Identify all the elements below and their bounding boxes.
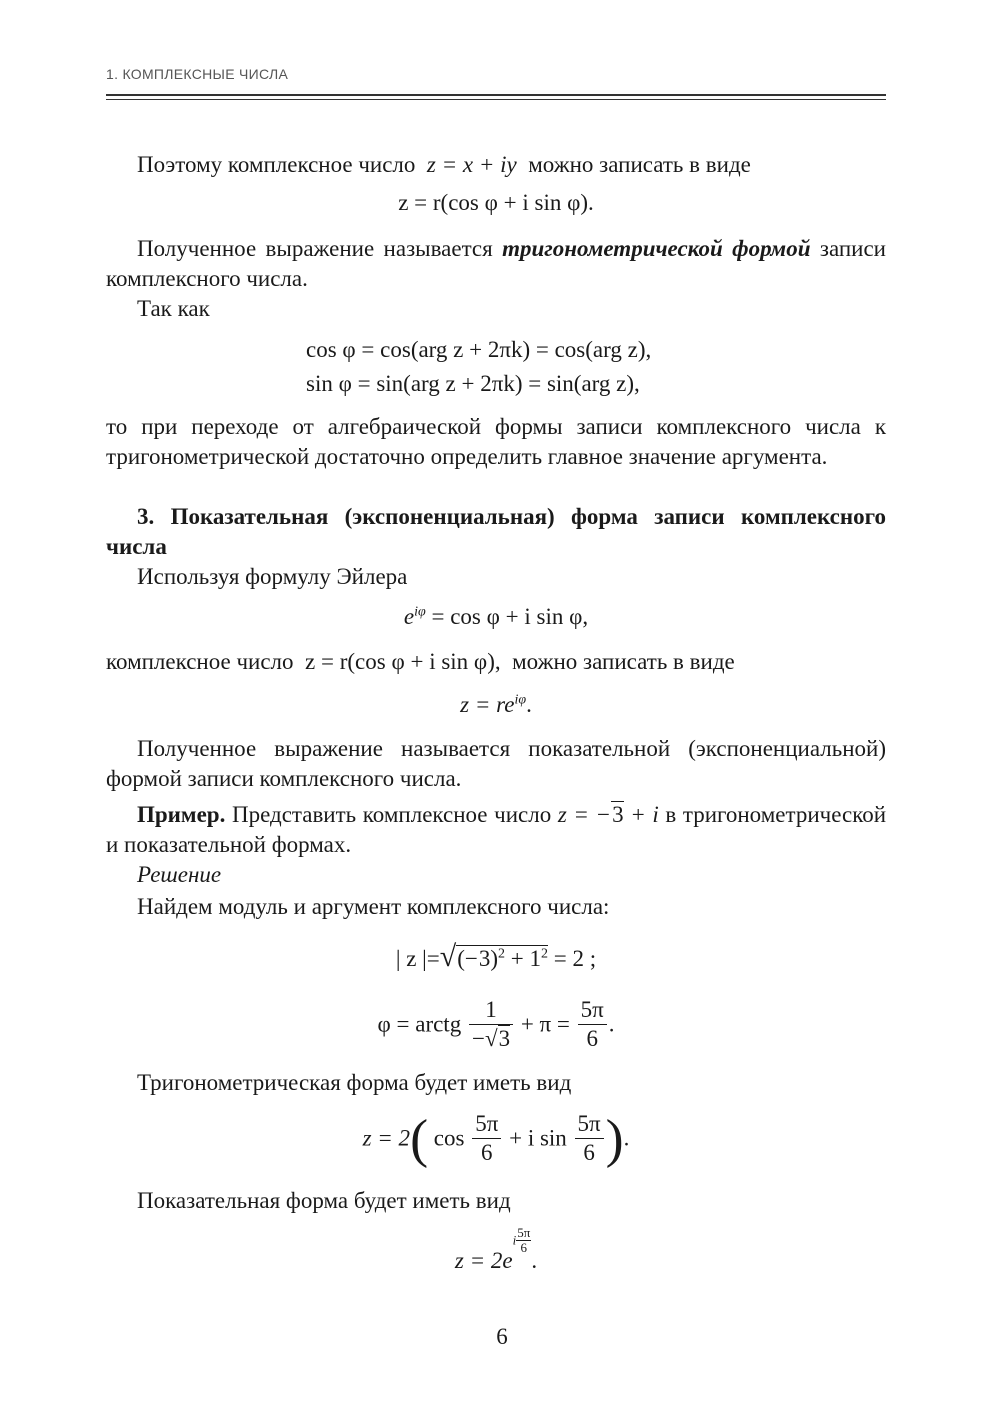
fraction-den-sqrt: 3 [498, 1026, 511, 1051]
exp-result-end: . [531, 1248, 538, 1273]
paragraph-5: Используя формулу Эйлера [137, 564, 408, 589]
fraction-6: 6 [586, 1026, 598, 1051]
exp-result-num: 5π [517, 1225, 531, 1240]
running-header: 1. КОМПЛЕКСНЫЕ ЧИСЛА [106, 66, 289, 82]
trig-result-cos: cos [433, 1125, 465, 1151]
trig-result-lhs: z = 2 [362, 1125, 411, 1151]
exp-result-i: i [512, 1232, 517, 1248]
modulus-exp2: 2 [541, 946, 549, 962]
paragraph-3: Так как [137, 296, 210, 321]
page-number: 6 [496, 1324, 508, 1349]
modulus-exp1: 2 [498, 946, 506, 962]
equation-exp-form [106, 692, 886, 718]
section-heading [106, 502, 886, 562]
header-rule-thick [106, 94, 886, 96]
left-paren: ( [410, 1108, 429, 1169]
equation-trig-result [106, 1110, 886, 1167]
section-number: 3. [137, 504, 155, 529]
euler-base: e [403, 604, 415, 629]
right-paren: ) [605, 1108, 624, 1169]
example-label: Пример. [137, 802, 226, 827]
trig-result-plus-isin: + i sin [509, 1125, 567, 1151]
paragraph-6-tail: можно записать в виде [512, 649, 735, 674]
euler-exponent: iφ [414, 604, 426, 620]
trig-frac1-den: 6 [481, 1140, 493, 1165]
trig-fraction-2 [575, 1110, 604, 1167]
fraction-den-minus: − [471, 1026, 485, 1051]
modulus-rad-pre: (− [457, 946, 478, 971]
paragraph-7: Полученное выражение называется показательной (экспоненциальной) формой записи комплексного числа. [106, 736, 886, 791]
exp-form-lhs: z = re [460, 692, 515, 717]
modulus-lhs: | z |= [395, 946, 440, 971]
example-sqrt: 3 [612, 802, 624, 827]
exp-form-exponent: iφ [514, 692, 527, 708]
paragraph-4: то при переходе от алгебраической формы записи комплексного числа к тригонометрической достаточно определить главное значение аргумента. [106, 414, 886, 469]
fraction-1-over-sqrt3: $\frac{1}{-√3}$ [469, 996, 513, 1053]
argument-lhs: φ = arctg [377, 1011, 462, 1037]
fraction-numerator: 1 [469, 996, 513, 1025]
formula-z-trig-inline: z = r(cos φ + i sin φ), [305, 649, 501, 674]
example-formula-pre: z = − [557, 802, 612, 827]
example-text: Представить комплексное число [225, 802, 558, 827]
header-rule-thin [106, 99, 886, 100]
fraction-5pi: 5π [578, 996, 607, 1025]
trig-frac2-num: 5π [575, 1110, 604, 1139]
equation-cos: cos φ = cos(arg z + 2πk) = cos(arg z), [306, 337, 652, 362]
paragraph-1-tail: можно записать в виде [528, 152, 751, 177]
modulus-rhs: = 2 ; [548, 946, 597, 971]
equation-trig-form: z = r(cos φ + i sin φ). [398, 190, 594, 215]
paragraph-9: Тригонометрическая форма будет иметь вид [137, 1070, 572, 1095]
paragraph-8: Найдем модуль и аргумент комплексного числа: [137, 894, 610, 919]
section-title: Показательная (экспоненциальная) форма записи комплексного числа [106, 504, 886, 559]
equation-modulus: | z $|=√(-3)^2 + 1^2 = 2$ ; [395, 940, 597, 973]
paragraph-2 [106, 234, 886, 294]
equation-argument [106, 996, 886, 1053]
modulus-rad-post: ) [490, 946, 499, 971]
trig-result-end: . [623, 1125, 630, 1151]
paragraph-1 [137, 150, 751, 180]
fraction-5pi-over-6 [578, 996, 607, 1053]
equation-exp-result [106, 1225, 886, 1288]
modulus-sqrt-3: 3 [478, 946, 491, 971]
paragraph-6 [106, 647, 735, 677]
example-paragraph [106, 800, 886, 860]
exp-result-den: 6 [520, 1240, 528, 1255]
modulus-plus: + 1 [505, 946, 542, 971]
paragraph-6-text: комплексное число [106, 649, 294, 674]
equation-sin: sin φ = sin(arg z + 2πk) = sin(arg z), [306, 371, 640, 396]
solution-label: Решение [137, 862, 222, 887]
paragraph-2-tail: записи комплексного числа. [106, 236, 886, 291]
paragraph-1-text: Поэтому комплексное число [137, 152, 416, 177]
paragraph-2-text: Полученное выражение называется [137, 236, 503, 261]
example-tail: в тригонометрической и показательной формах. [106, 802, 887, 857]
trig-fraction-1 [472, 1110, 501, 1167]
euler-rhs: = cos φ + i sin φ, [431, 604, 589, 629]
exp-result-lhs: z = 2e [454, 1248, 513, 1273]
formula-z-algebraic: z = x + iy [426, 152, 517, 177]
paragraph-10: Показательная форма будет иметь вид [137, 1188, 511, 1213]
term-trig-form: тригонометрической формой [502, 236, 811, 261]
argument-mid: + π = [520, 1011, 570, 1037]
argument-end: . [608, 1011, 615, 1037]
example-formula-post: + i [623, 802, 659, 827]
exp-form-end: . [526, 692, 532, 717]
trig-frac2-den: 6 [583, 1140, 595, 1165]
equation-euler [106, 604, 886, 630]
trig-frac1-num: 5π [472, 1110, 501, 1139]
